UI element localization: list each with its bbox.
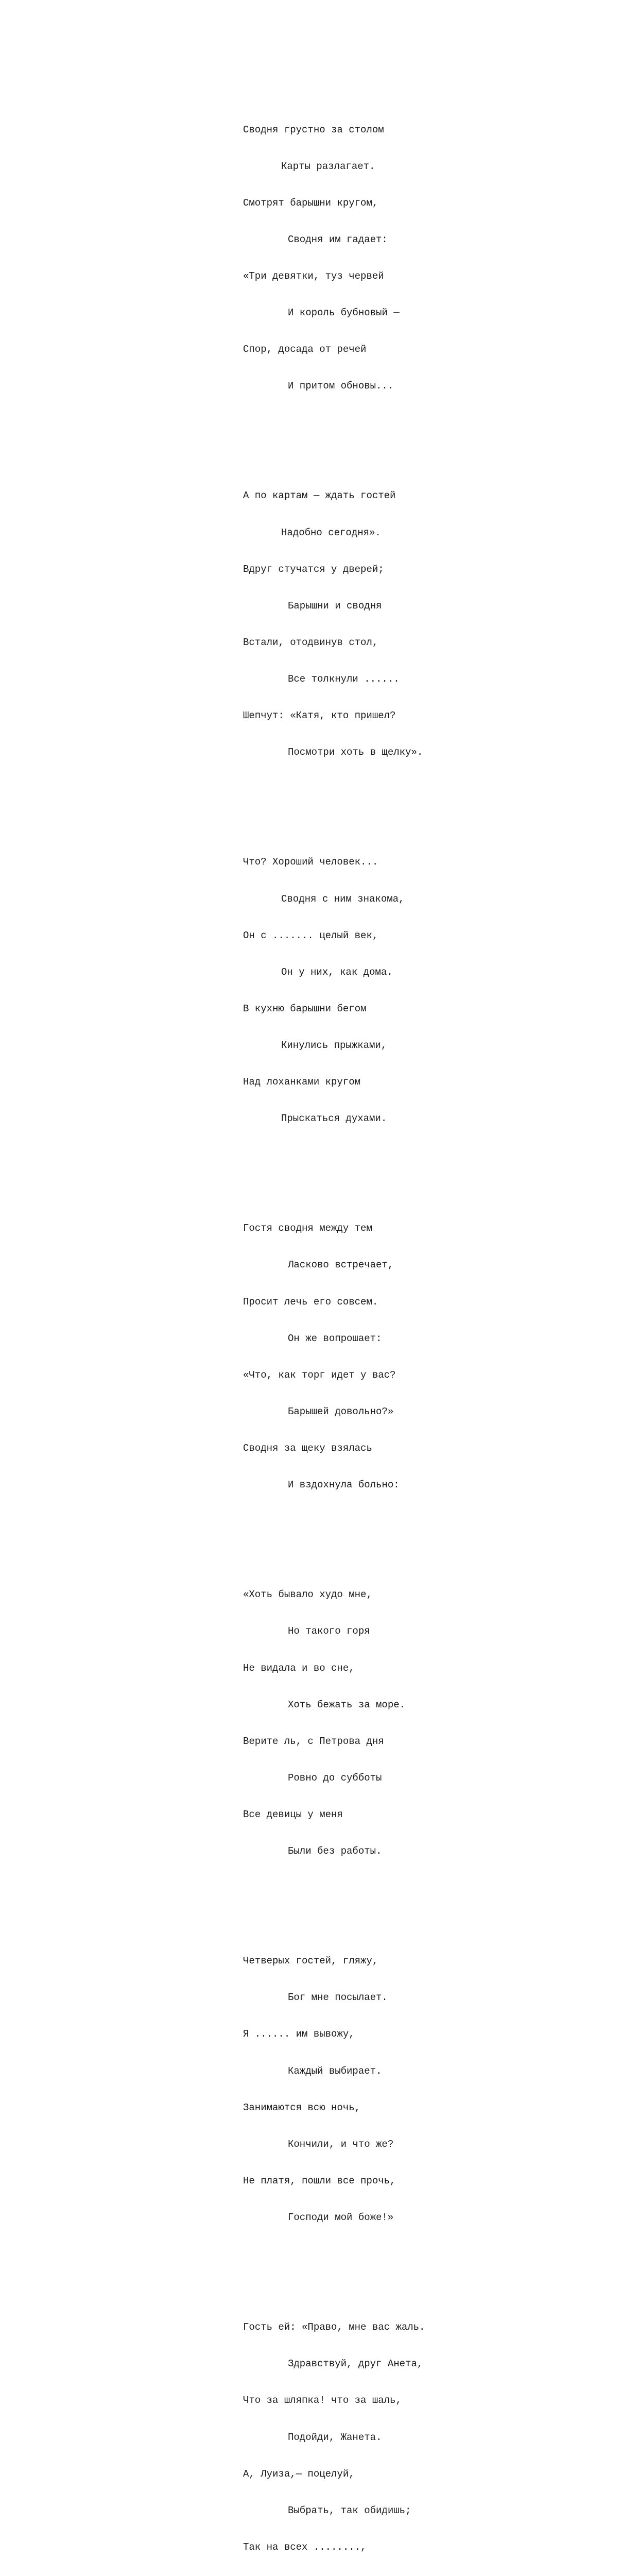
poem-line: Карты разлагает. [281,160,375,172]
poem-line: Господи мой боже!» [288,2211,394,2223]
poem-line: Верите ль, с Петрова дня [243,1735,384,1747]
poem-line: Барышни и сводня [288,600,382,612]
poem-line: Надобно сегодня». [281,527,381,538]
poem-line: Здравствуй, друг Анета, [288,2358,423,2370]
poem-line: Не платя, пошли все прочь, [243,2175,396,2187]
poem-line: Так на всех ........, [243,2541,367,2553]
poem-line: Спор, досада от речей [243,344,367,355]
poem-line: Все девицы у меня [243,1808,343,1820]
poem-line: А, Луиза,— поцелуй, [243,2468,355,2480]
poem-line: Просит лечь его совсем. [243,1296,378,1308]
poem-line: Все толкнули ...... [288,673,400,685]
stanza-4 [243,1198,614,1516]
poem-line: Он же вопрошает: [288,1332,382,1344]
poem-line: Он у них, как дома. [281,966,393,978]
poem-line: Четверых гостей, гляжу, [243,1955,378,1967]
poem-line: Встали, отодвинув стол, [243,636,378,648]
stanza-5 [243,1565,614,1882]
poem-line: В кухню барышни бегом [243,1003,367,1014]
poem-line: Что? Хороший человек... [243,856,378,868]
poem-line: Вдруг стучатся у дверей; [243,563,384,575]
poem-line: Подойди, Жанета. [288,2431,382,2443]
poem-line: Шепчут: «Катя, кто пришел? [243,710,396,722]
poem-line: Прыскаться духами. [281,1113,387,1125]
poem-line: Каждый выбирает. [288,2065,382,2077]
poem-line: Занимаются всю ночь, [243,2102,361,2113]
poem-line: Были без работы. [288,1845,382,1857]
poem-line: И вздохнула больно: [288,1479,400,1491]
poem-line: «Три девятки, туз червей [243,270,384,282]
poem-line: Хоть бежать за море. [288,1699,406,1710]
poem-line: Сводня за щеку взялась [243,1442,372,1454]
poem-line: Бог мне посылает. [288,1992,388,2004]
poem-line: Ласково встречает, [288,1259,394,1271]
stanza-2 [243,466,614,783]
poem-line: Выбрать, так обидишь; [288,2504,411,2516]
poem-line: Гость ей: «Право, мне вас жаль. [243,2321,425,2333]
poem-line: Ровно до субботы [288,1772,382,1784]
poem-line: Над лоханками кругом [243,1076,361,1088]
poem-line: Барышей довольно?» [288,1405,394,1417]
poem-line: Не видала и во сне, [243,1662,355,1674]
poem-line: Посмотри хоть в щелку». [288,747,423,758]
poem-body [243,63,614,2576]
stanza-7 [243,2297,614,2576]
poem-line: Что за шляпка! что за шаль, [243,2395,402,2406]
poem-line: Сводня им гадает: [288,233,388,245]
poem-line: Он с ....... целый век, [243,929,378,941]
poem-line: Сводня с ним знакома, [281,893,405,905]
poem-line: Сводня грустно за столом [243,124,384,135]
stanza-6 [243,1931,614,2248]
stanza-1 [243,99,614,417]
poem-line: И король бубновый — [288,307,400,318]
poem-line: Кончили, и что же? [288,2138,394,2150]
poem-line: Я ...... им вывожу, [243,2028,355,2040]
stanza-3 [243,832,614,1149]
poem-line: Гостя сводня между тем [243,1223,372,1234]
poem-line: И притом обновы... [288,380,394,392]
poem-line: «Что, как торг идет у вас? [243,1369,396,1381]
poem-line: Смотрят барышни кругом, [243,197,378,209]
poem-line: Кинулись прыжками, [281,1039,387,1051]
poem-line: Но такого горя [288,1625,370,1637]
poem-line: «Хоть бывало худо мне, [243,1589,372,1601]
poem-line: А по картам — ждать гостей [243,490,396,502]
